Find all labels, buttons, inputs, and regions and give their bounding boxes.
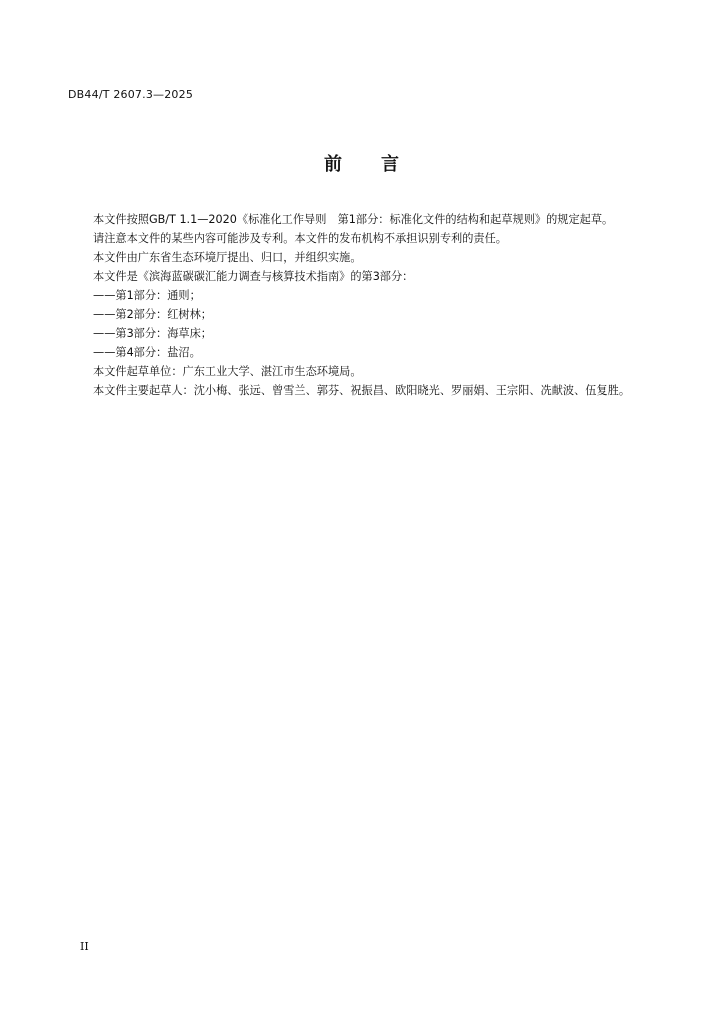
list-item-part-1: ——第1部分：通则； [93, 289, 201, 302]
foreword-body [68, 210, 658, 400]
list-item-part-2: ——第2部分：红树林； [93, 308, 212, 321]
paragraph-drafting-rules: 本文件按照GB/T 1.1—2020《标准化工作导则 第1部分：标准化文件的结构和起草规则》的规定起草。 [93, 213, 614, 226]
paragraph-drafting-units: 本文件起草单位：广东工业大学、湛江市生态环境局。 [93, 365, 362, 378]
paragraph-drafters: 本文件主要起草人：沈小梅、张远、曾雪兰、郭芬、祝振昌、欧阳晓光、罗丽娟、王宗阳、冼献波、伍复胜。 [93, 384, 631, 397]
paragraph-series-intro: 本文件是《滨海蓝碳碳汇能力调查与核算技术指南》的第3部分： [93, 270, 414, 283]
list-item-part-3: ——第3部分：海草床； [93, 327, 212, 340]
page-number: II [80, 940, 89, 953]
list-item-part-4: ——第4部分：盐沼。 [93, 346, 201, 359]
paragraph-proposer: 本文件由广东省生态环境厅提出、归口，并组织实施。 [93, 251, 362, 264]
standard-code: DB44/T 2607.3—2025 [68, 88, 194, 101]
page-title: 前 言 [324, 154, 400, 175]
paragraph-patent-notice: 请注意本文件的某些内容可能涉及专利。本文件的发布机构不承担识别专利的责任。 [93, 232, 507, 245]
